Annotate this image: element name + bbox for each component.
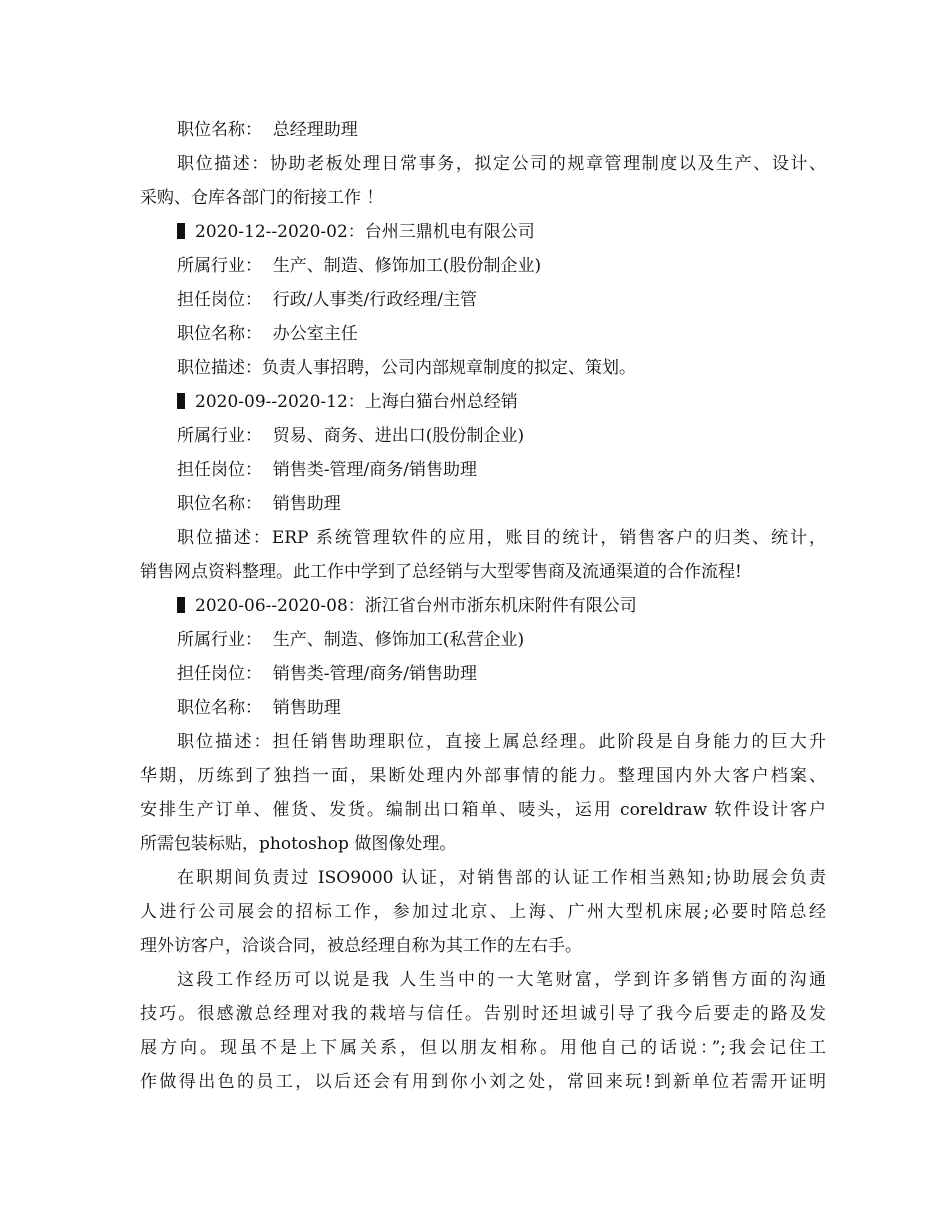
paragraph-line: 在职期间负责过 ISO9000 认证，对销售部的认证工作相当熟知;协助展会负责: [177, 868, 826, 888]
paragraph-line: 展方向。现虽不是上下属关系，但以朋友相称。用他自己的话说：”;我会记住工: [140, 1038, 826, 1058]
field-position-name: 职位名称： 销售助理: [177, 698, 341, 718]
description-line: 职位描述：协助老板处理日常事务，拟定公司的规章管理制度以及生产、设计、: [177, 154, 826, 174]
field-industry: 所属行业： 生产、制造、修饰加工(股份制企业): [177, 256, 542, 276]
field-post: 担任岗位： 销售类-管理/商务/销售助理: [177, 664, 478, 684]
paragraph-line: 作做得出色的员工，以后还会有用到你小刘之处，常回来玩!到新单位若需开证明: [140, 1072, 826, 1092]
job-heading-text: 2020-09--2020-12：上海白猫台州总经销: [195, 392, 518, 412]
field-post: 担任岗位： 行政/人事类/行政经理/主管: [177, 290, 477, 310]
bullet-marker-icon: [177, 393, 185, 409]
field-industry: 所属行业： 生产、制造、修饰加工(私营企业): [177, 630, 525, 650]
bullet-marker-icon: [177, 597, 185, 613]
bullet-marker-icon: [177, 223, 185, 239]
job-heading: [177, 595, 637, 617]
description-line: 所需包装标贴，photoshop 做图像处理。: [140, 834, 457, 854]
paragraph-line: 人进行公司展会的招标工作，参加过北京、上海、广州大型机床展;必要时陪总经: [140, 902, 826, 922]
description-line: 采购、仓库各部门的衔接工作 ！: [140, 188, 384, 208]
paragraph-line: 理外访客户，洽谈合同，被总经理自称为其工作的左右手。: [140, 936, 582, 956]
paragraph-line: 这段工作经历可以说是我 人生当中的一大笔财富，学到许多销售方面的沟通: [177, 970, 826, 990]
field-industry: 所属行业： 贸易、商务、进出口(股份制企业): [177, 426, 525, 446]
description-line: 职位描述：担任销售助理职位，直接上属总经理。此阶段是自身能力的巨大升: [177, 732, 826, 752]
job-heading: [177, 221, 535, 243]
description-line: 华期，历练到了独挡一面，果断处理内外部事情的能力。整理国内外大客户档案、: [140, 766, 826, 786]
job-heading-text: 2020-12--2020-02：台州三鼎机电有限公司: [195, 222, 535, 242]
job-heading: [177, 391, 518, 413]
field-post: 担任岗位： 销售类-管理/商务/销售助理: [177, 460, 478, 480]
job-heading-text: 2020-06--2020-08：浙江省台州市浙东机床附件有限公司: [195, 596, 637, 616]
description-line: 安排生产订单、催货、发货。编制出口箱单、唛头，运用 coreldraw 软件设计客户: [140, 800, 826, 820]
description-line: 销售网点资料整理。此工作中学到了总经销与大型零售商及流通渠道的合作流程!: [140, 562, 742, 582]
field-position-name: 职位名称： 销售助理: [177, 494, 341, 514]
field-position-name: 职位名称： 办公室主任: [177, 324, 358, 344]
field-description: 职位描述：负责人事招聘，公司内部规章制度的拟定、策划。: [177, 358, 636, 378]
description-line: 职位描述：ERP 系统管理软件的应用，账目的统计，销售客户的归类、统计，: [177, 528, 826, 548]
paragraph-line: 技巧。很感激总经理对我的栽培与信任。告别时还坦诚引导了我今后要走的路及发: [140, 1004, 826, 1024]
field-position-name: 职位名称： 总经理助理: [177, 120, 358, 140]
